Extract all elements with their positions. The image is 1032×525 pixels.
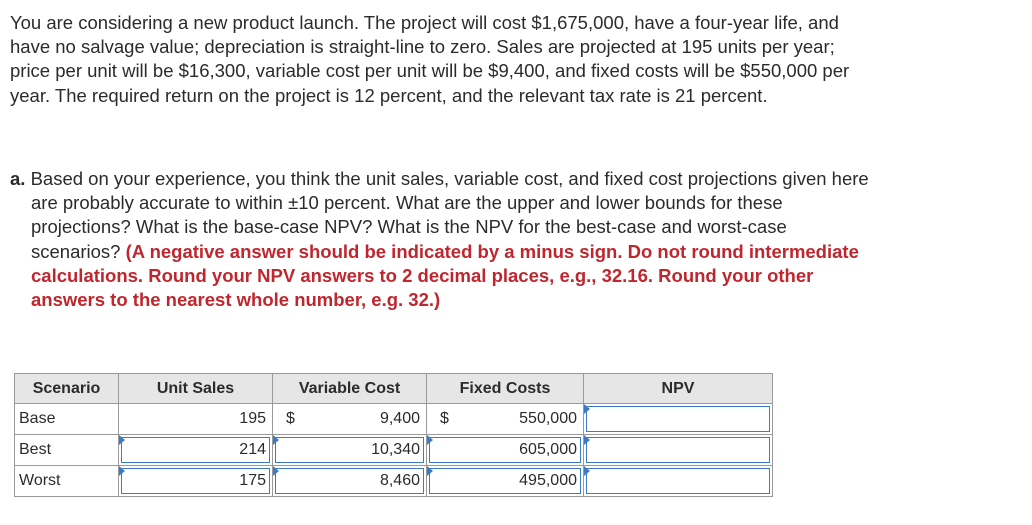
fixed-costs-cell bbox=[427, 404, 584, 435]
answer-field[interactable] bbox=[586, 406, 770, 432]
table-row-best bbox=[15, 435, 773, 466]
table-header-row bbox=[15, 374, 773, 404]
npv-input-worst[interactable] bbox=[584, 466, 773, 497]
answer-flag-icon bbox=[584, 466, 590, 476]
answer-field[interactable] bbox=[586, 468, 770, 494]
unit-sales-input-worst[interactable] bbox=[119, 466, 273, 497]
header-npv: NPV bbox=[584, 374, 773, 404]
answer-flag-icon bbox=[584, 404, 590, 414]
table-row-worst bbox=[15, 466, 773, 497]
fixed-costs-value: 550,000 bbox=[519, 410, 577, 427]
variable-cost-input-best[interactable] bbox=[273, 435, 427, 466]
scenario-label: Worst bbox=[15, 466, 119, 497]
answer-flag-icon bbox=[584, 435, 590, 445]
header-unit-sales: Unit Sales bbox=[119, 374, 273, 404]
part-a-instruction: (A negative answer should be indicated by a minus sign. Do not round intermediate calculations. Round your NPV answers to 2 decimal places, e.g., 32.16. Round your other answers to the nearest whole number, e.g. 32.) bbox=[31, 240, 859, 311]
scenario-label: Best bbox=[15, 435, 119, 466]
part-a-question-text: Based on your experience, you think the unit sales, variable cost, and fixed cost projections given here are probably accurate to within ±10 percent. What are the upper and lower bounds for these projections? What is the base-case NPV? What is the NPV for the best-case and worst-case scenarios? bbox=[30, 168, 869, 262]
header-variable-cost: Variable Cost bbox=[273, 374, 427, 404]
unit-sales-cell bbox=[119, 404, 273, 435]
variable-cost-value: 8,460 bbox=[379, 472, 420, 489]
variable-cost-cell bbox=[273, 404, 427, 435]
problem-statement: You are considering a new product launch. The project will cost $1,675,000, have a four-year life, and have no salvage value; depreciation is straight-line to zero. Sales are projected at 195 units per year; price per unit will be $16,300, variable cost per unit will be $9,400, and fixed costs will be $550,000 per year. The required return on the project is 12 percent, and the relevant tax rate is 21 percent. bbox=[10, 12, 850, 106]
variable-cost-value: 10,340 bbox=[371, 441, 420, 458]
scenario-table bbox=[14, 373, 773, 497]
fixed-costs-input-best[interactable] bbox=[427, 435, 584, 466]
dollar-sign: $ bbox=[440, 410, 449, 427]
variable-cost-value: 9,400 bbox=[379, 410, 420, 427]
unit-sales-value: 214 bbox=[239, 441, 266, 458]
variable-cost-input-worst[interactable] bbox=[273, 466, 427, 497]
part-a-question bbox=[10, 167, 881, 312]
unit-sales-value: 195 bbox=[239, 410, 266, 427]
header-scenario: Scenario bbox=[15, 374, 119, 404]
fixed-costs-input-worst[interactable] bbox=[427, 466, 584, 497]
scenario-label: Base bbox=[15, 404, 119, 435]
answer-field[interactable] bbox=[586, 437, 770, 463]
fixed-costs-value: 605,000 bbox=[519, 441, 577, 458]
npv-input-base[interactable] bbox=[584, 404, 773, 435]
dollar-sign: $ bbox=[286, 410, 295, 427]
unit-sales-value: 175 bbox=[239, 472, 266, 489]
part-a-label: a. bbox=[10, 168, 26, 189]
npv-input-best[interactable] bbox=[584, 435, 773, 466]
unit-sales-input-best[interactable] bbox=[119, 435, 273, 466]
fixed-costs-value: 495,000 bbox=[519, 472, 577, 489]
table-row-base bbox=[15, 404, 773, 435]
header-fixed-costs: Fixed Costs bbox=[427, 374, 584, 404]
